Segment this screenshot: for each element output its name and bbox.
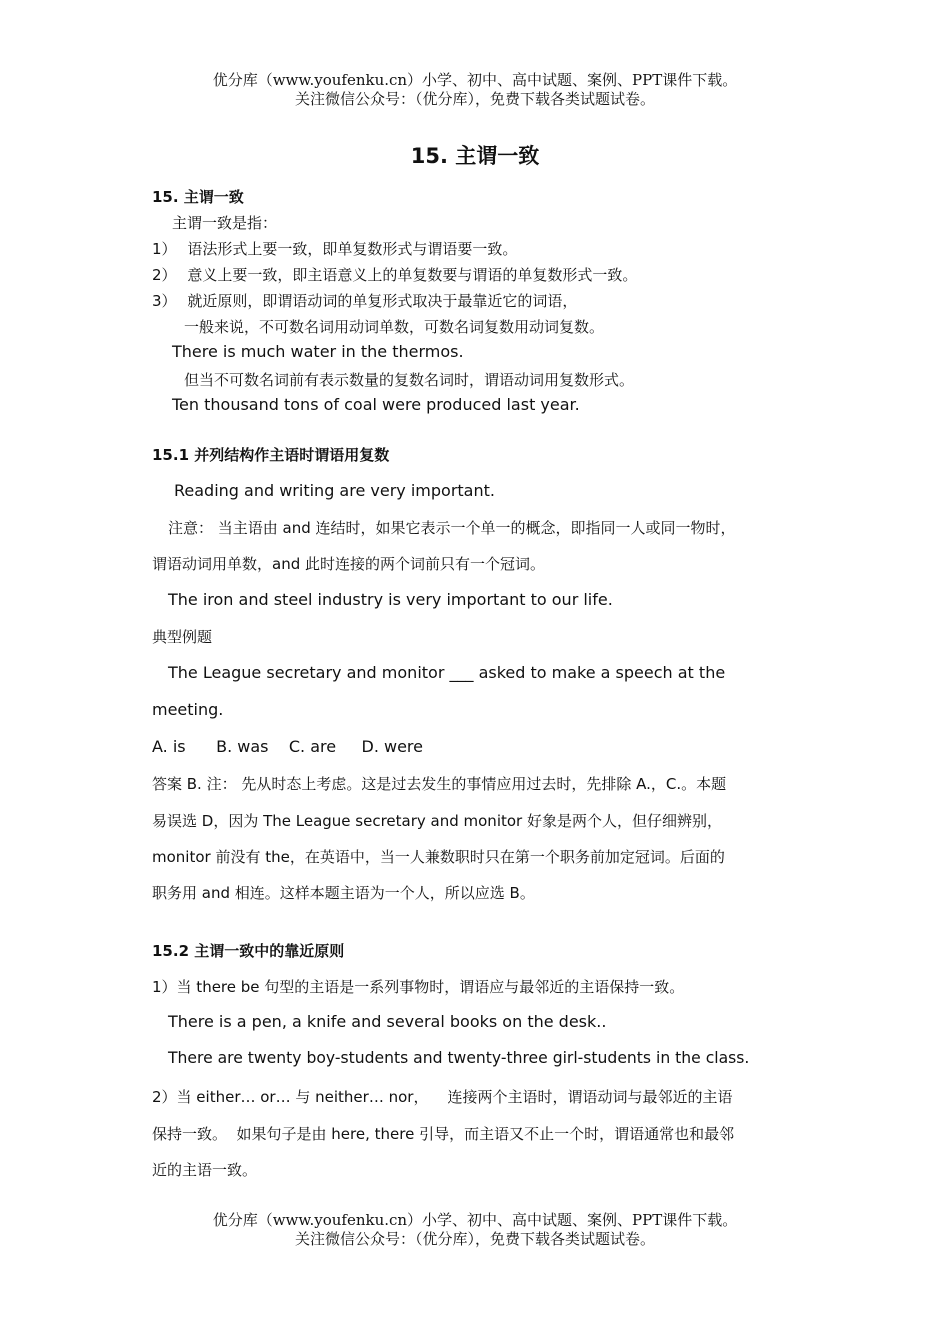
general-note: 一般来说，不可数名词用动词单数，可数名词复数用动词复数。 [184,318,605,336]
footer-line-2: 关注微信公众号：（优分库），免费下载各类试题试卷。 [294,1230,655,1248]
document-title: 15. 主谓一致 [410,144,540,168]
note-line: 注意： 当主语由 and 连结时，如果它表示一个单一的概念，即指同一人或同一物时， [168,519,736,537]
question-line: meeting. [152,700,224,719]
example-sentence: There is a pen, a knife and several books on the desk.. [168,1012,607,1031]
rule-number: 2） [152,266,177,284]
footer-line-1: 优分库（www.youfenku.cn）小学、初中、高中试题、案例、PPT课件下载。 [212,1211,738,1229]
example-sentence: The iron and steel industry is very important to our life. [168,590,613,609]
rule-line: 近的主语一致。 [152,1161,258,1179]
answer-line: 答案 B. 注： 先从时态上考虑。这是过去发生的事情应用过去时，先排除 A.，C.。本题 [152,775,727,793]
answer-line: 职务用 and 相连。这样本题主语为一个人，所以应选 B。 [152,884,535,902]
page-header [0,71,950,109]
header-line-1: 优分库（www.youfenku.cn）小学、初中、高中试题、案例、PPT课件下载。 [212,71,738,89]
section-15-2-heading: 15.2 主谓一致中的靠近原则 [152,942,345,960]
rule-3 [152,290,577,311]
example-sentence: There is much water in the thermos. [172,342,464,361]
section-15-1-heading: 15.1 并列结构作主语时谓语用复数 [152,446,390,464]
note-line: 谓语动词用单数，and 此时连接的两个词前只有一个冠词。 [152,555,545,573]
answer-line: 易误选 D，因为 The League secretary and monitor 好象是两个人，但仔细辨别， [152,812,722,830]
example-sentence: There are twenty boy-students and twenty-three girl-students in the class. [168,1049,750,1067]
example-sentence: Ten thousand tons of coal were produced last year. [172,395,580,414]
rule-line: 2）当 either… or… 与 neither… nor， 连接两个主语时，谓语动词与最邻近的主语 [152,1088,733,1106]
typical-example-label: 典型例题 [152,628,213,646]
rule-1 [152,238,517,259]
rule-text: 语法形式上要一致，即单复数形式与谓语要一致。 [187,240,518,258]
rule-number: 1） [152,240,177,258]
rule-number: 3） [152,292,177,310]
section-heading: 15. 主谓一致 [152,188,244,206]
question-line: The League secretary and monitor ___ asked to make a speech at the [168,663,726,682]
answer-line: monitor 前没有 the，在英语中，当一人兼数职时只在第一个职务前加定冠词。后面的 [152,848,725,866]
rule-line: 1）当 there be 句型的主语是一系列事物时，谓语应与最邻近的主语保持一致。 [152,978,685,996]
intro-text: 主谓一致是指： [172,214,278,232]
note-text: 但当不可数名词前有表示数量的复数名词时，谓语动词用复数形式。 [184,371,635,389]
rule-text: 意义上要一致，即主语意义上的单复数要与谓语的单复数形式一致。 [187,266,638,284]
header-line-2: 关注微信公众号：（优分库），免费下载各类试题试卷。 [294,90,655,108]
example-sentence: Reading and writing are very important. [174,481,495,500]
rule-2 [152,264,637,285]
rule-text: 就近原则，即谓语动词的单复形式取决于最靠近它的词语， [187,292,578,310]
page-footer [0,1211,950,1249]
rule-line: 保持一致。 如果句子是由 here, there 引导，而主语又不止一个时，谓语通常也和最邻 [152,1125,735,1143]
answer-options: A. is B. was C. are D. were [152,737,423,756]
